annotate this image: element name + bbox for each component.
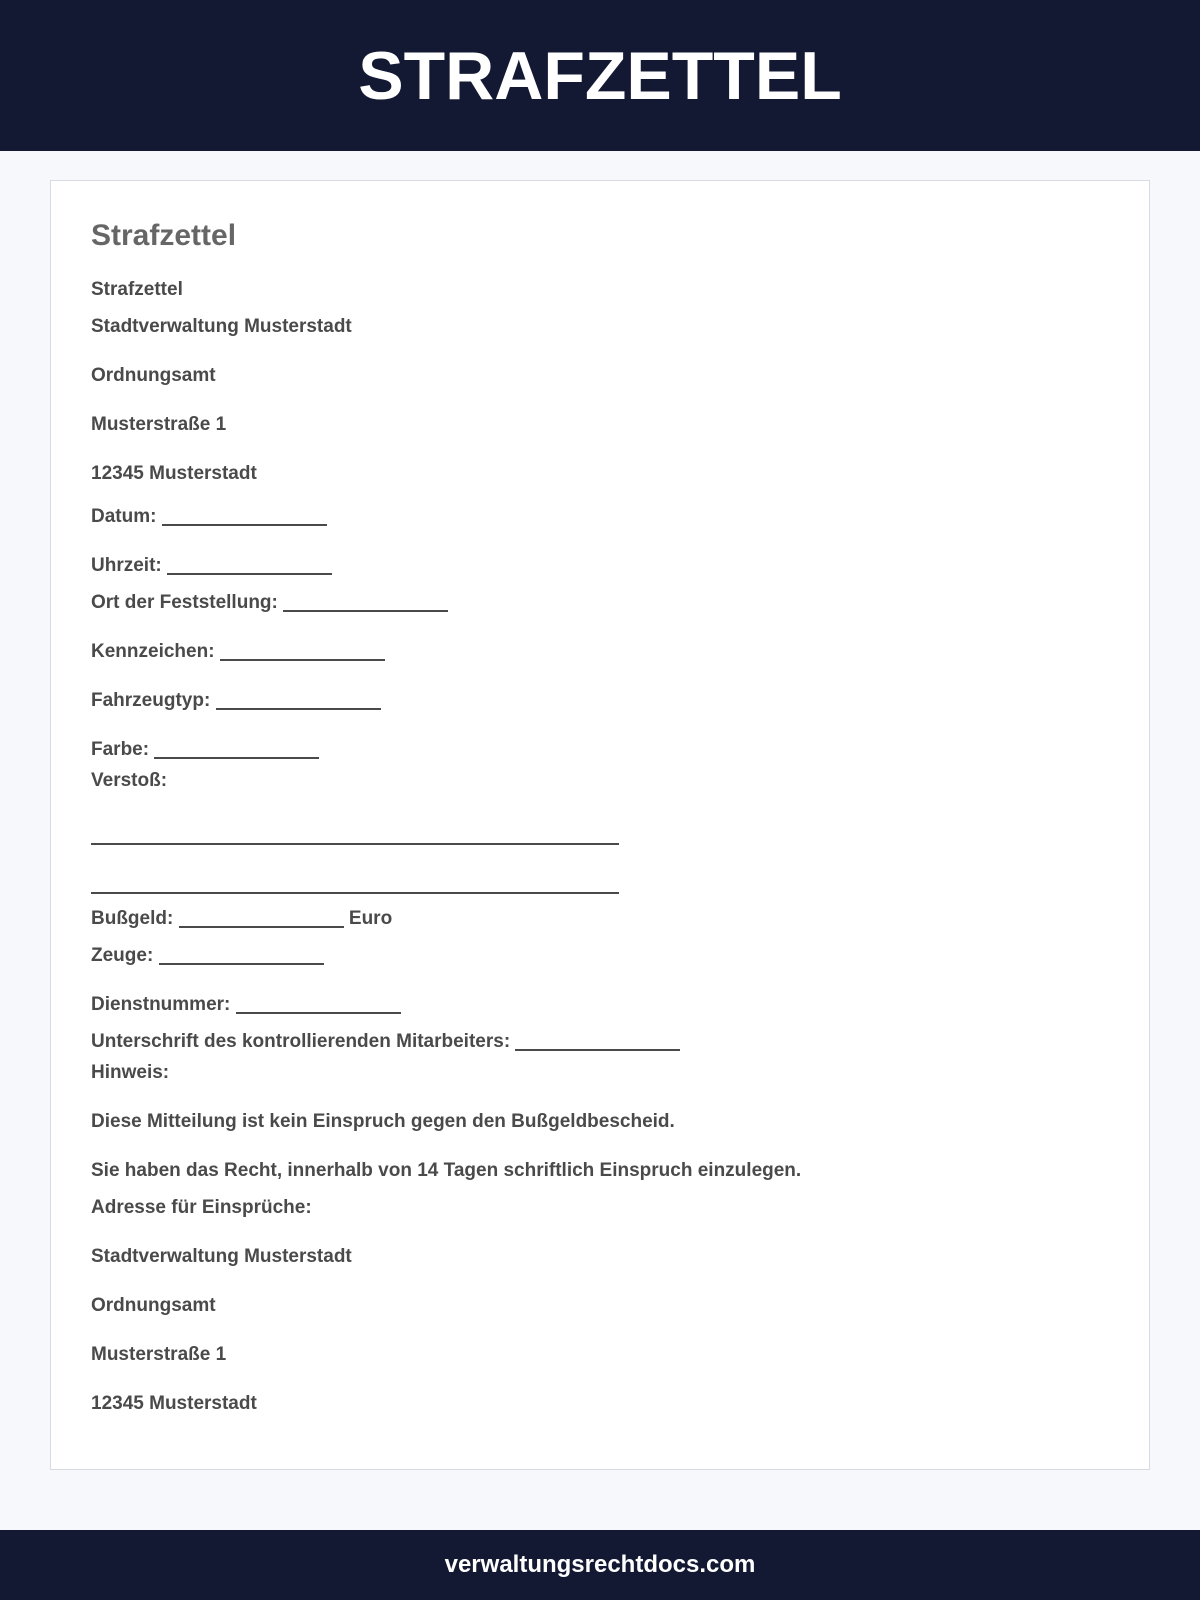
issuer-line: Stadtverwaltung Musterstadt — [91, 316, 352, 337]
bussgeld-unit: Euro — [348, 908, 393, 929]
field-label: Farbe: — [91, 739, 150, 760]
unterschrift-blank[interactable] — [515, 1029, 680, 1051]
page-footer — [0, 1530, 1200, 1600]
fahrzeugtyp-blank[interactable] — [216, 688, 381, 710]
einspruch-label: Adresse für Einsprüche: — [91, 1197, 312, 1218]
document-card — [50, 180, 1150, 1470]
page-title: STRAFZETTEL — [358, 37, 842, 114]
uhrzeit-blank[interactable] — [167, 553, 332, 575]
einspruch-address-line: Stadtverwaltung Musterstadt — [91, 1246, 352, 1267]
datum-blank[interactable] — [162, 504, 327, 526]
field-label: Ort der Feststellung: — [91, 592, 278, 613]
document-subheading: Strafzettel — [91, 279, 183, 300]
field-label: Unterschrift des kontrollierenden Mitarbeiters: — [91, 1031, 511, 1052]
einspruch-address-line: 12345 Musterstadt — [91, 1393, 257, 1414]
field-fahrzeugtyp — [91, 684, 381, 712]
field-farbe — [91, 733, 319, 761]
field-dienstnummer — [91, 988, 401, 1016]
ort-blank[interactable] — [283, 590, 448, 612]
issuer-line: 12345 Musterstadt — [91, 463, 257, 484]
farbe-blank[interactable] — [154, 737, 319, 759]
field-kennzeichen — [91, 635, 385, 663]
field-label: Kennzeichen: — [91, 641, 215, 662]
issuer-line: Musterstraße 1 — [91, 414, 227, 435]
footer-site-link[interactable]: verwaltungsrechtdocs.com — [444, 1551, 756, 1578]
field-label: Uhrzeit: — [91, 555, 162, 576]
verstoss-blank-line[interactable] — [91, 892, 619, 894]
field-bussgeld — [91, 902, 392, 930]
hinweis-text: Sie haben das Recht, innerhalb von 14 Tagen schriftlich Einspruch einzulegen. — [91, 1160, 802, 1181]
bussgeld-blank[interactable] — [179, 906, 344, 928]
zeuge-blank[interactable] — [159, 943, 324, 965]
hinweis-label: Hinweis: — [91, 1062, 170, 1083]
field-zeuge — [91, 939, 324, 967]
page-header — [0, 0, 1200, 151]
einspruch-address-line: Musterstraße 1 — [91, 1344, 227, 1365]
verstoss-blank-line[interactable] — [91, 843, 619, 845]
field-uhrzeit — [91, 549, 332, 577]
hinweis-text: Diese Mitteilung ist kein Einspruch gegen den Bußgeldbescheid. — [91, 1111, 675, 1132]
field-label: Fahrzeugtyp: — [91, 690, 211, 711]
field-label: Zeuge: — [91, 945, 154, 966]
field-datum — [91, 500, 327, 528]
kennzeichen-blank[interactable] — [220, 639, 385, 661]
field-label: Bußgeld: — [91, 908, 174, 929]
field-ort — [91, 586, 448, 614]
field-label: Dienstnummer: — [91, 994, 231, 1015]
dienstnummer-blank[interactable] — [236, 992, 401, 1014]
issuer-line: Ordnungsamt — [91, 365, 216, 386]
field-verstoss-label: Verstoß: — [91, 770, 168, 791]
einspruch-address-line: Ordnungsamt — [91, 1295, 216, 1316]
field-unterschrift — [91, 1025, 680, 1053]
field-label: Datum: — [91, 506, 157, 527]
document-heading: Strafzettel — [91, 219, 237, 252]
